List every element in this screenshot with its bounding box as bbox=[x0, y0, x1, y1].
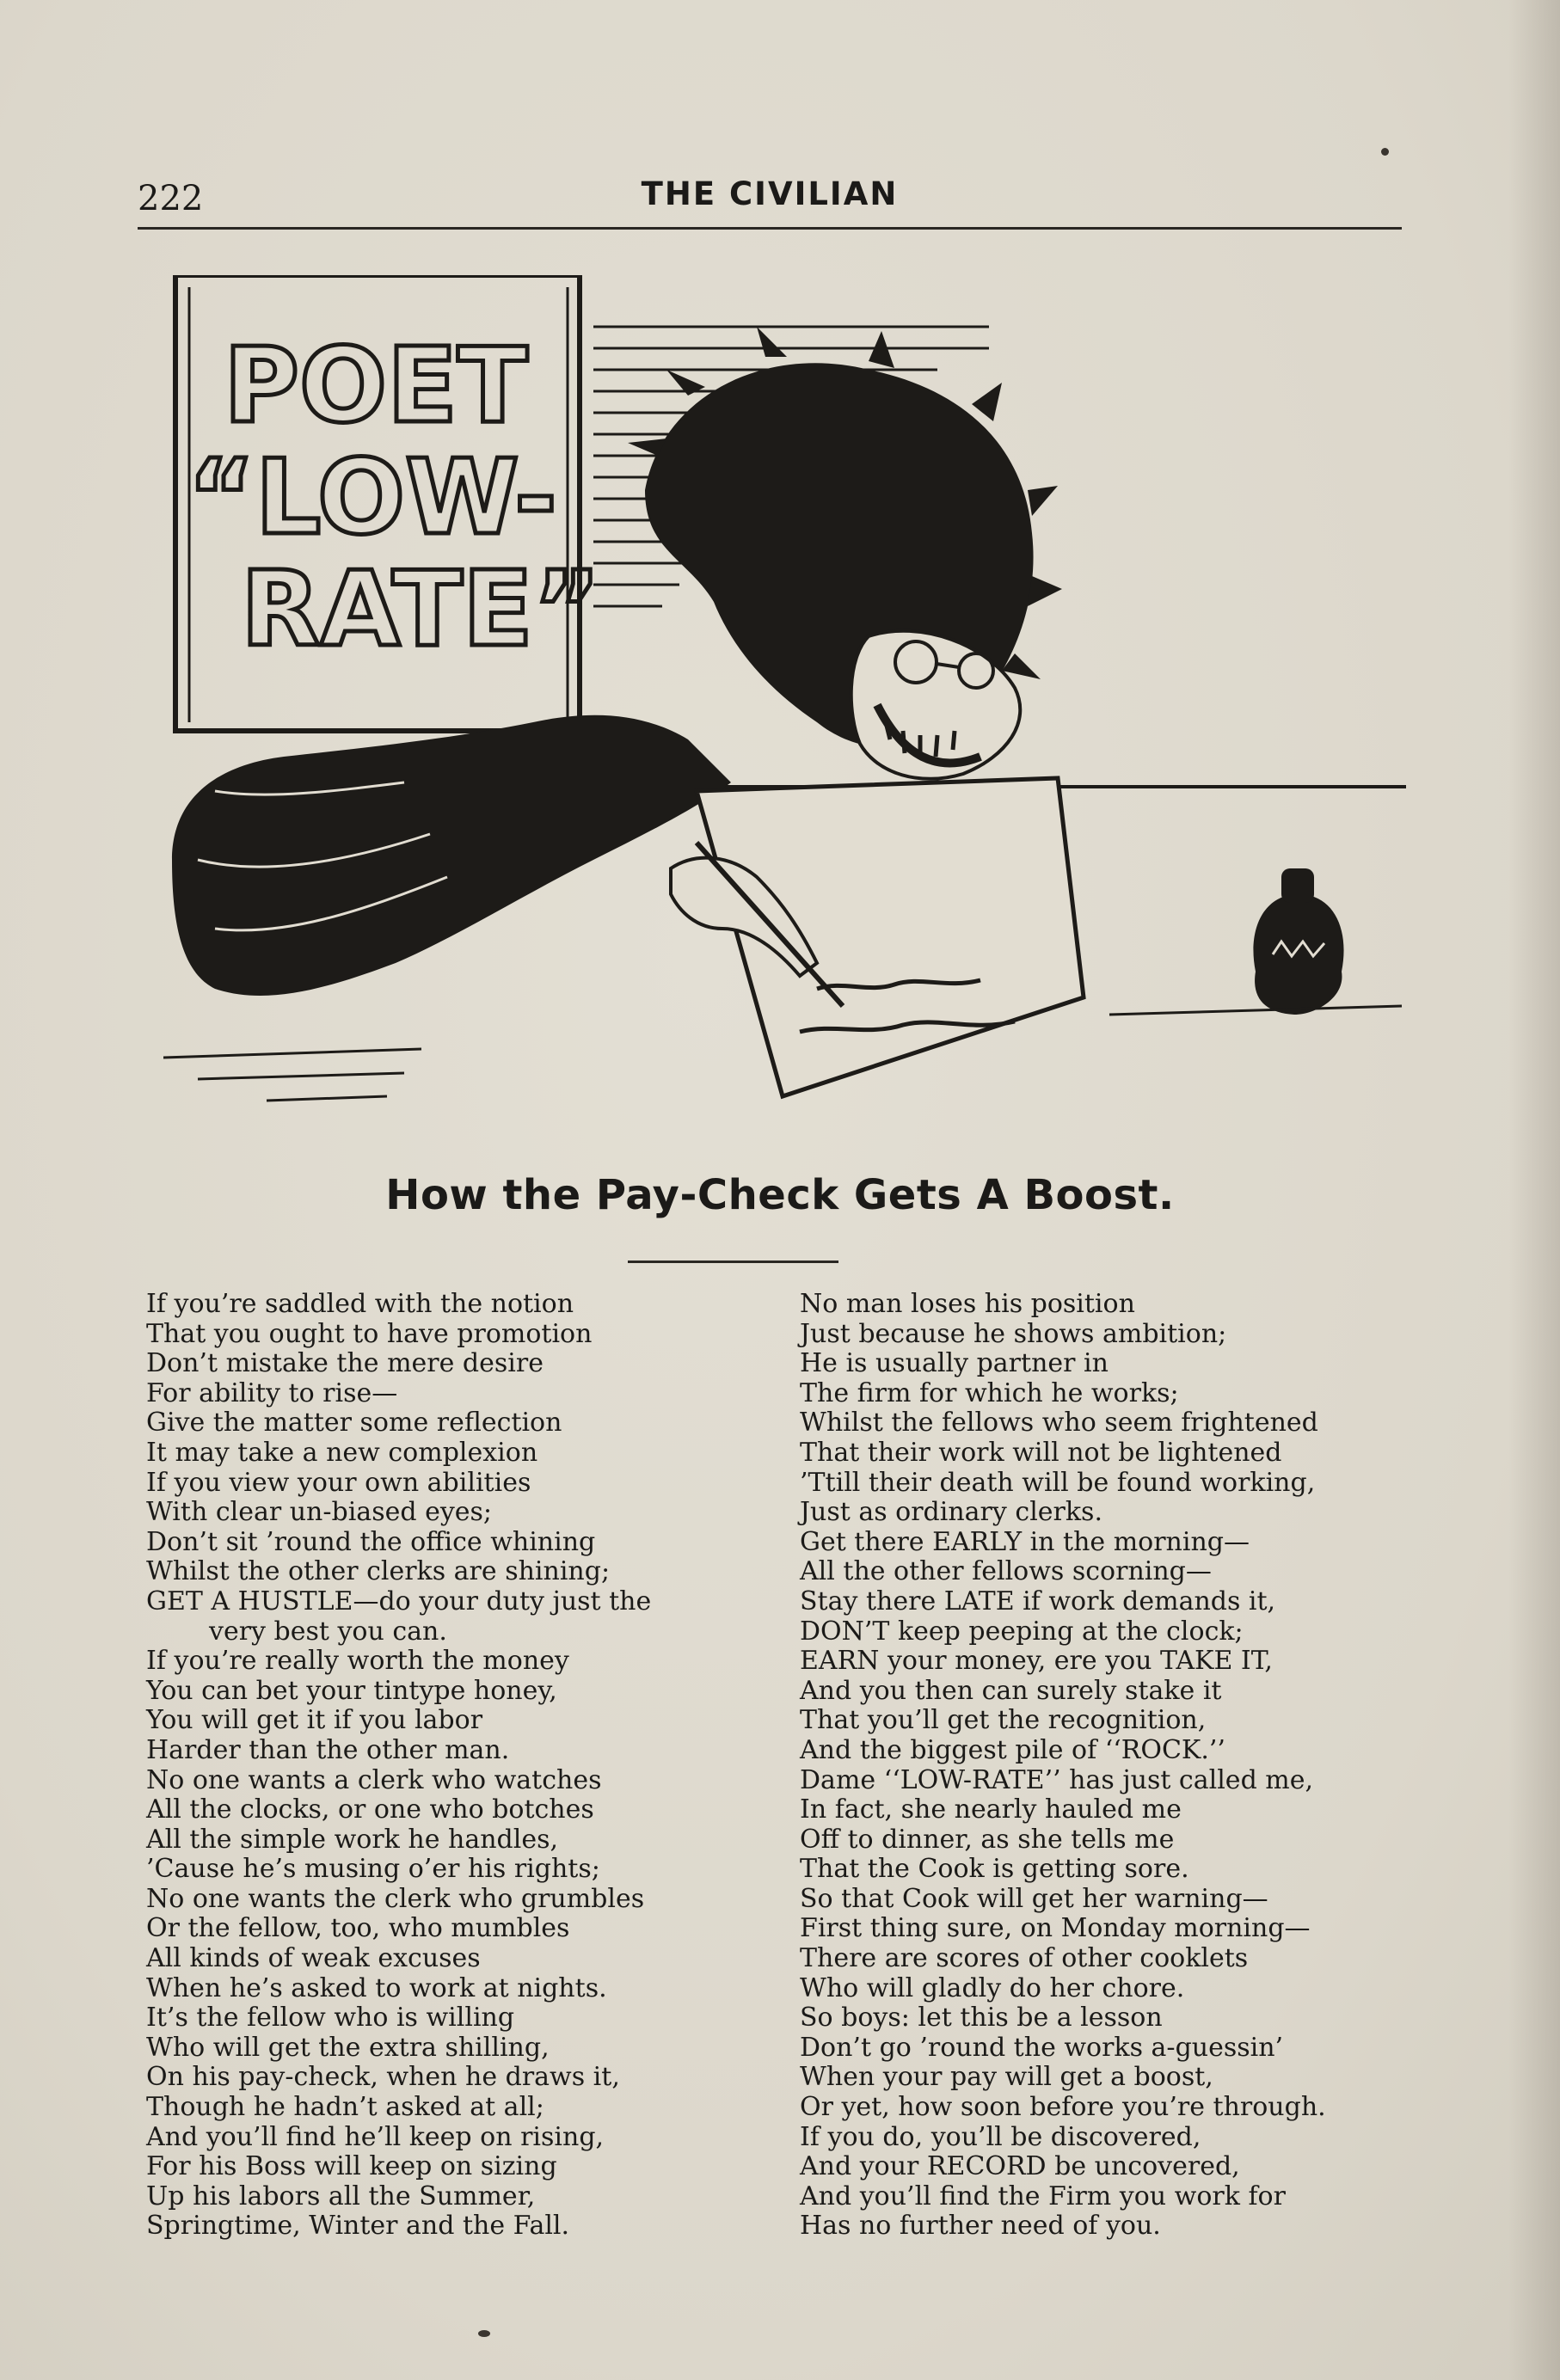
poem-line: That their work will not be lightened bbox=[800, 1437, 1282, 1468]
poem-line: When your pay will get a boost, bbox=[800, 2062, 1213, 2093]
poem-line: Whilst the fellows who seem frightened bbox=[800, 1408, 1318, 1438]
poem-right-column bbox=[800, 1290, 1436, 2242]
poem-line: He is usually partner in bbox=[800, 1348, 1109, 1379]
poem-line: No one wants a clerk who watches bbox=[146, 1764, 602, 1795]
sign-line-1: POET bbox=[224, 327, 528, 446]
page-header bbox=[138, 172, 1402, 224]
headline-rule bbox=[628, 1261, 838, 1263]
poem-line: Stay there LATE if work demands it, bbox=[800, 1586, 1276, 1616]
poem-line: And you then can surely stake it bbox=[800, 1675, 1222, 1706]
poem-line: All the other fellows scorning— bbox=[800, 1556, 1212, 1587]
ink-speck bbox=[478, 2330, 490, 2337]
inkwell bbox=[1253, 868, 1343, 1015]
poem-line: On his pay-check, when he draws it, bbox=[146, 2062, 620, 2093]
poem-line: GET A HUSTLE—do your duty just the bbox=[146, 1586, 652, 1616]
poem-line: Don’t mistake the mere desire bbox=[146, 1348, 544, 1379]
poem-line: ’Ttill their death will be found working, bbox=[800, 1467, 1316, 1498]
poem-line: If you do, you’ll be discovered, bbox=[800, 2121, 1201, 2152]
poem-line: So boys: let this be a lesson bbox=[800, 2003, 1163, 2033]
poem-line: Or yet, how soon before you’re through. bbox=[800, 2092, 1326, 2123]
poem-line: Harder than the other man. bbox=[146, 1734, 510, 1765]
poem-line: That the Cook is getting sore. bbox=[800, 1854, 1189, 1885]
poem-line: With clear un-biased eyes; bbox=[146, 1497, 493, 1528]
ink-speck bbox=[1381, 148, 1389, 156]
poem-line: If you view your own abilities bbox=[146, 1467, 531, 1498]
poem-line: Or the fellow, too, who mumbles bbox=[146, 1913, 570, 1944]
poem-line: ’Cause he’s musing o’er his rights; bbox=[146, 1854, 600, 1885]
poem-line: All the clocks, or one who botches bbox=[146, 1794, 594, 1825]
poem-line: That you’ll get the recognition, bbox=[800, 1705, 1207, 1736]
poem-line: Though he hadn’t asked at all; bbox=[146, 2092, 544, 2123]
poem-left-column bbox=[146, 1290, 765, 2242]
poem-line: Just because he shows ambition; bbox=[800, 1318, 1227, 1349]
running-title: THE CIVILIAN bbox=[641, 175, 899, 212]
poem-line: Dame ‘‘LOW-RATE’’ has just called me, bbox=[800, 1764, 1314, 1795]
poem-line: No man loses his position bbox=[800, 1289, 1135, 1319]
poem-line: The firm for which he works; bbox=[800, 1377, 1179, 1408]
poem-line: And your RECORD be uncovered, bbox=[800, 2151, 1240, 2182]
poem-line: It may take a new complexion bbox=[146, 1437, 538, 1468]
sign-line-2: “LOW- bbox=[187, 439, 557, 558]
poet-body bbox=[172, 715, 731, 996]
poem-line: Give the matter some reflection bbox=[146, 1408, 562, 1438]
poem-line: very best you can. bbox=[209, 1616, 447, 1647]
poem-line: For his Boss will keep on sizing bbox=[146, 2151, 557, 2182]
poem-line: First thing sure, on Monday morning— bbox=[800, 1913, 1311, 1944]
poem-line: Whilst the other clerks are shining; bbox=[146, 1556, 611, 1587]
poem-line: All the simple work he handles, bbox=[146, 1824, 559, 1855]
poem-line: Springtime, Winter and the Fall. bbox=[146, 2211, 570, 2242]
poem-line: Has no further need of you. bbox=[800, 2211, 1161, 2242]
poem-line: EARN your money, ere you TAKE IT, bbox=[800, 1646, 1273, 1677]
poem-line: All kinds of weak excuses bbox=[146, 1943, 481, 1974]
poet-cartoon-illustration bbox=[163, 275, 1410, 1126]
poem-line: You will get it if you labor bbox=[146, 1705, 483, 1736]
poem-line: DON’T keep peeping at the clock; bbox=[800, 1616, 1244, 1647]
poem-line: Up his labors all the Summer, bbox=[146, 2181, 536, 2211]
poem-line: If you’re really worth the money bbox=[146, 1646, 569, 1677]
poem-line: You can bet your tintype honey, bbox=[146, 1675, 557, 1706]
poem-line: So that Cook will get her warning— bbox=[800, 1883, 1268, 1914]
article-headline: How the Pay-Check Gets A Boost. bbox=[385, 1171, 1175, 1219]
poem-line: And you’ll find the Firm you work for bbox=[800, 2181, 1286, 2211]
poem-line: If you’re saddled with the notion bbox=[146, 1289, 574, 1319]
page-number: 222 bbox=[138, 179, 204, 218]
poem-line: Just as ordinary clerks. bbox=[800, 1497, 1102, 1528]
poem-line: Don’t go ’round the works a-guessin’ bbox=[800, 2032, 1284, 2063]
sign-line-3: RATE” bbox=[241, 550, 601, 670]
poem-line: And the biggest pile of ‘‘ROCK.’’ bbox=[800, 1734, 1225, 1765]
poem-line: And you’ll find he’ll keep on rising, bbox=[146, 2121, 605, 2152]
poem-line: There are scores of other cooklets bbox=[800, 1943, 1249, 1974]
sign-text bbox=[187, 327, 601, 670]
poem-line: In fact, she nearly hauled me bbox=[800, 1794, 1182, 1825]
poem-line: It’s the fellow who is willing bbox=[146, 2003, 515, 2033]
poem-line: Who will gladly do her chore. bbox=[800, 1972, 1185, 2003]
poem-line: Off to dinner, as she tells me bbox=[800, 1824, 1175, 1855]
poem-line: When he’s asked to work at nights. bbox=[146, 1972, 607, 2003]
poem-line: Who will get the extra shilling, bbox=[146, 2032, 550, 2063]
header-rule bbox=[138, 227, 1402, 230]
poem-line: No one wants the clerk who grumbles bbox=[146, 1883, 645, 1914]
poem-line: Don’t sit ’round the office whining bbox=[146, 1526, 596, 1557]
poem-line: That you ought to have promotion bbox=[146, 1318, 593, 1349]
poem-line: Get there EARLY in the morning— bbox=[800, 1526, 1250, 1557]
poem-line: For ability to rise— bbox=[146, 1377, 398, 1408]
